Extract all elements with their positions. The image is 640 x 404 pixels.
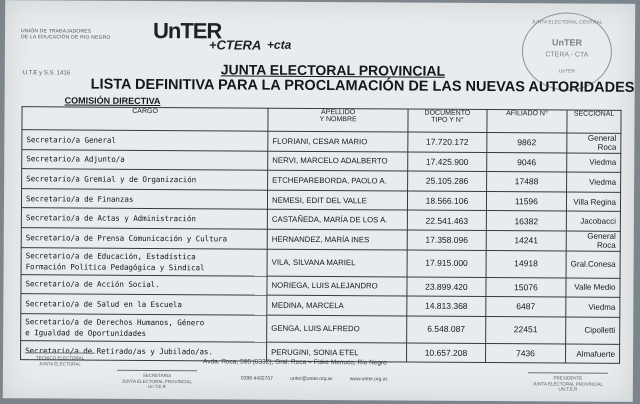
cell-seccional: Villa Regina: [567, 192, 621, 212]
cargo-line: e Igualdad de Oportunidades: [25, 327, 146, 338]
col-document: DOCUMENTO TIPO Y N°: [408, 109, 487, 132]
page-subtitle: LISTA DEFINITIVA PARA LA PROCLAMACIÓN DE LAS NUEVAS AUTORIDADES: [90, 76, 635, 96]
cargo-line: Secretario/a de Actas y Administración: [25, 213, 196, 224]
cell-cargo: [22, 130, 268, 151]
col-name: APELLIDO Y NOMBRE: [268, 108, 408, 132]
document-page: [3, 0, 635, 402]
cargo-line: Secretario/a de Retirado/as y Jubilado/as.: [25, 345, 213, 356]
cargo-line: Secretario/a Gremial y de Organización: [26, 174, 197, 185]
cell-cargo: [21, 313, 267, 342]
cell-affiliate: 9862: [487, 133, 567, 153]
cargo-line: Secretario/a Adjunto/a: [26, 154, 125, 165]
ctera-logo: +CTERA: [208, 37, 262, 53]
cell-name: NORIEGA, LUIS ALEJANDRO: [267, 276, 407, 296]
cell-name: FLORIANI, CESAR MARIO: [268, 131, 408, 151]
cargo-line: Secretario/a General: [26, 135, 116, 145]
cell-seccional: Gral.Conesa: [566, 251, 620, 278]
cell-document: 17.720.172: [408, 132, 487, 152]
cell-affiliate: 15076: [486, 277, 566, 297]
unter-logo: UnTER: [152, 17, 222, 44]
cell-seccional: Viedma: [567, 172, 621, 192]
cell-cargo: [21, 188, 267, 209]
footer-address: Avda. Roca, 595 (8332), Gral. Roca – Fiske Menuco, Rio Negro: [202, 358, 387, 367]
cell-document: 17.425.900: [408, 152, 487, 172]
cell-seccional: General Roca: [566, 231, 620, 251]
cell-affiliate: 9046: [486, 152, 566, 172]
cell-document: 18.566.106: [408, 191, 487, 211]
cell-cargo: [21, 274, 267, 295]
cell-seccional: Viedma: [567, 153, 621, 173]
authorities-table: [20, 106, 622, 367]
email-link[interactable]: unter@unter.org.ar: [290, 375, 333, 383]
cell-cargo: [21, 228, 267, 249]
signature-block: TECNICO ELECTORAL JUNTA ELECTORAL: [25, 352, 95, 366]
cargo-line: Secretario/a de Educación, Estadística: [25, 250, 196, 261]
table-row: [21, 247, 620, 278]
cell-affiliate: 14918: [486, 250, 567, 277]
cell-seccional: Cipolletti: [566, 317, 620, 344]
cell-document: 17.915.000: [407, 250, 486, 277]
cargo-line: Formación Política Pedagógica y Sindical: [25, 261, 205, 272]
org-line: DE LA EDUCACIÓN DE RIO NEGRO: [20, 34, 111, 41]
col-affiliate: AFILIADO N°: [487, 110, 567, 133]
cell-seccional: Almafuerte: [566, 344, 620, 364]
cell-cargo: [21, 208, 267, 229]
web-link[interactable]: www.unter.org.ar: [349, 376, 388, 383]
cell-seccional: Jacobacci: [566, 211, 620, 231]
cell-document: 10.657.208: [407, 343, 486, 363]
cargo-line: Secretario/a de Acción Social.: [25, 279, 160, 290]
phone-text: 0298 4432707: [240, 375, 273, 382]
cell-cargo: [21, 294, 267, 315]
table-row: [21, 313, 620, 344]
cell-seccional: Viedma: [566, 297, 620, 317]
cell-affiliate: 11596: [486, 191, 566, 211]
cell-name: GENGA, LUIS ALFREDO: [267, 315, 407, 343]
cell-name: ETCHEPAREBORDA, PAOLO A.: [268, 170, 408, 190]
cell-affiliate: 16382: [486, 211, 566, 231]
signature-block: PRESIDENTE JUNTA ELECTORAL PROVINCIAL UN.T.E.R: [528, 372, 608, 392]
cell-name: MEDINA, MARCELA: [267, 295, 407, 315]
cell-cargo: [21, 247, 267, 276]
org-line: UNIÓN DE TRABAJADORES: [21, 28, 92, 35]
page-title: JUNTA ELECTORAL PROVINCIAL: [220, 61, 446, 79]
cargo-line: Secretario/a de Finanzas: [25, 193, 134, 204]
cell-affiliate: 7436: [485, 343, 565, 363]
cell-seccional: General Roca: [567, 133, 621, 153]
section-heading: COMISIÓN DIRECTIVA: [64, 95, 161, 107]
cell-name: PERUGINI, SONIA ETEL: [267, 342, 407, 362]
cell-document: 23.899.420: [407, 277, 486, 297]
cell-seccional: Valle Medio: [566, 278, 620, 298]
cell-name: NEMESI, EDIT DEL VALLE: [267, 190, 407, 210]
org-name: [21, 28, 171, 41]
cell-document: 14.813.368: [407, 296, 486, 316]
cell-cargo: [22, 169, 268, 190]
footer-contact: [241, 376, 403, 383]
cargo-line: Secretario/a de Derechos Humanos, Género: [25, 316, 205, 328]
col-seccional: SECCIONAL: [567, 110, 621, 133]
col-cargo: CARGO: [22, 107, 268, 132]
cell-affiliate: 14241: [486, 230, 566, 250]
cell-document: 25.105.286: [408, 171, 487, 191]
cell-affiliate: 22451: [485, 316, 566, 343]
cell-name: NERVI, MARCELO ADALBERTO: [268, 151, 408, 171]
cell-document: 22.541.463: [407, 210, 486, 230]
cell-affiliate: 6487: [486, 297, 566, 317]
cargo-line: Secretario/a de Salud en la Escuela: [25, 299, 182, 310]
cell-name: VILA, SILVANA MARIEL: [267, 249, 407, 277]
signature-block: SECRETARIA JUNTA ELECTORAL PROVINCIAL Un.T.E.R: [117, 370, 197, 390]
cell-affiliate: 17488: [486, 172, 566, 192]
cell-document: 17.358.096: [407, 230, 486, 250]
cell-document: 6.548.087: [407, 316, 486, 343]
cta-logo: +cta: [266, 37, 292, 52]
doc-reference: U.T.E y S.S. 1416: [22, 70, 71, 77]
cell-cargo: [22, 149, 268, 170]
cell-name: CASTAÑEDA, MARÍA DE LOS A.: [267, 210, 407, 230]
cell-name: HERNANDEZ, MARÍA INES: [267, 229, 407, 249]
cargo-line: Secretario/a de Prensa Comunicación y Cultura: [25, 232, 228, 244]
seal-stamp: JUNTA ELECTORAL CENTRAL UnTER CTERA - CTA UnTER: [522, 12, 612, 91]
